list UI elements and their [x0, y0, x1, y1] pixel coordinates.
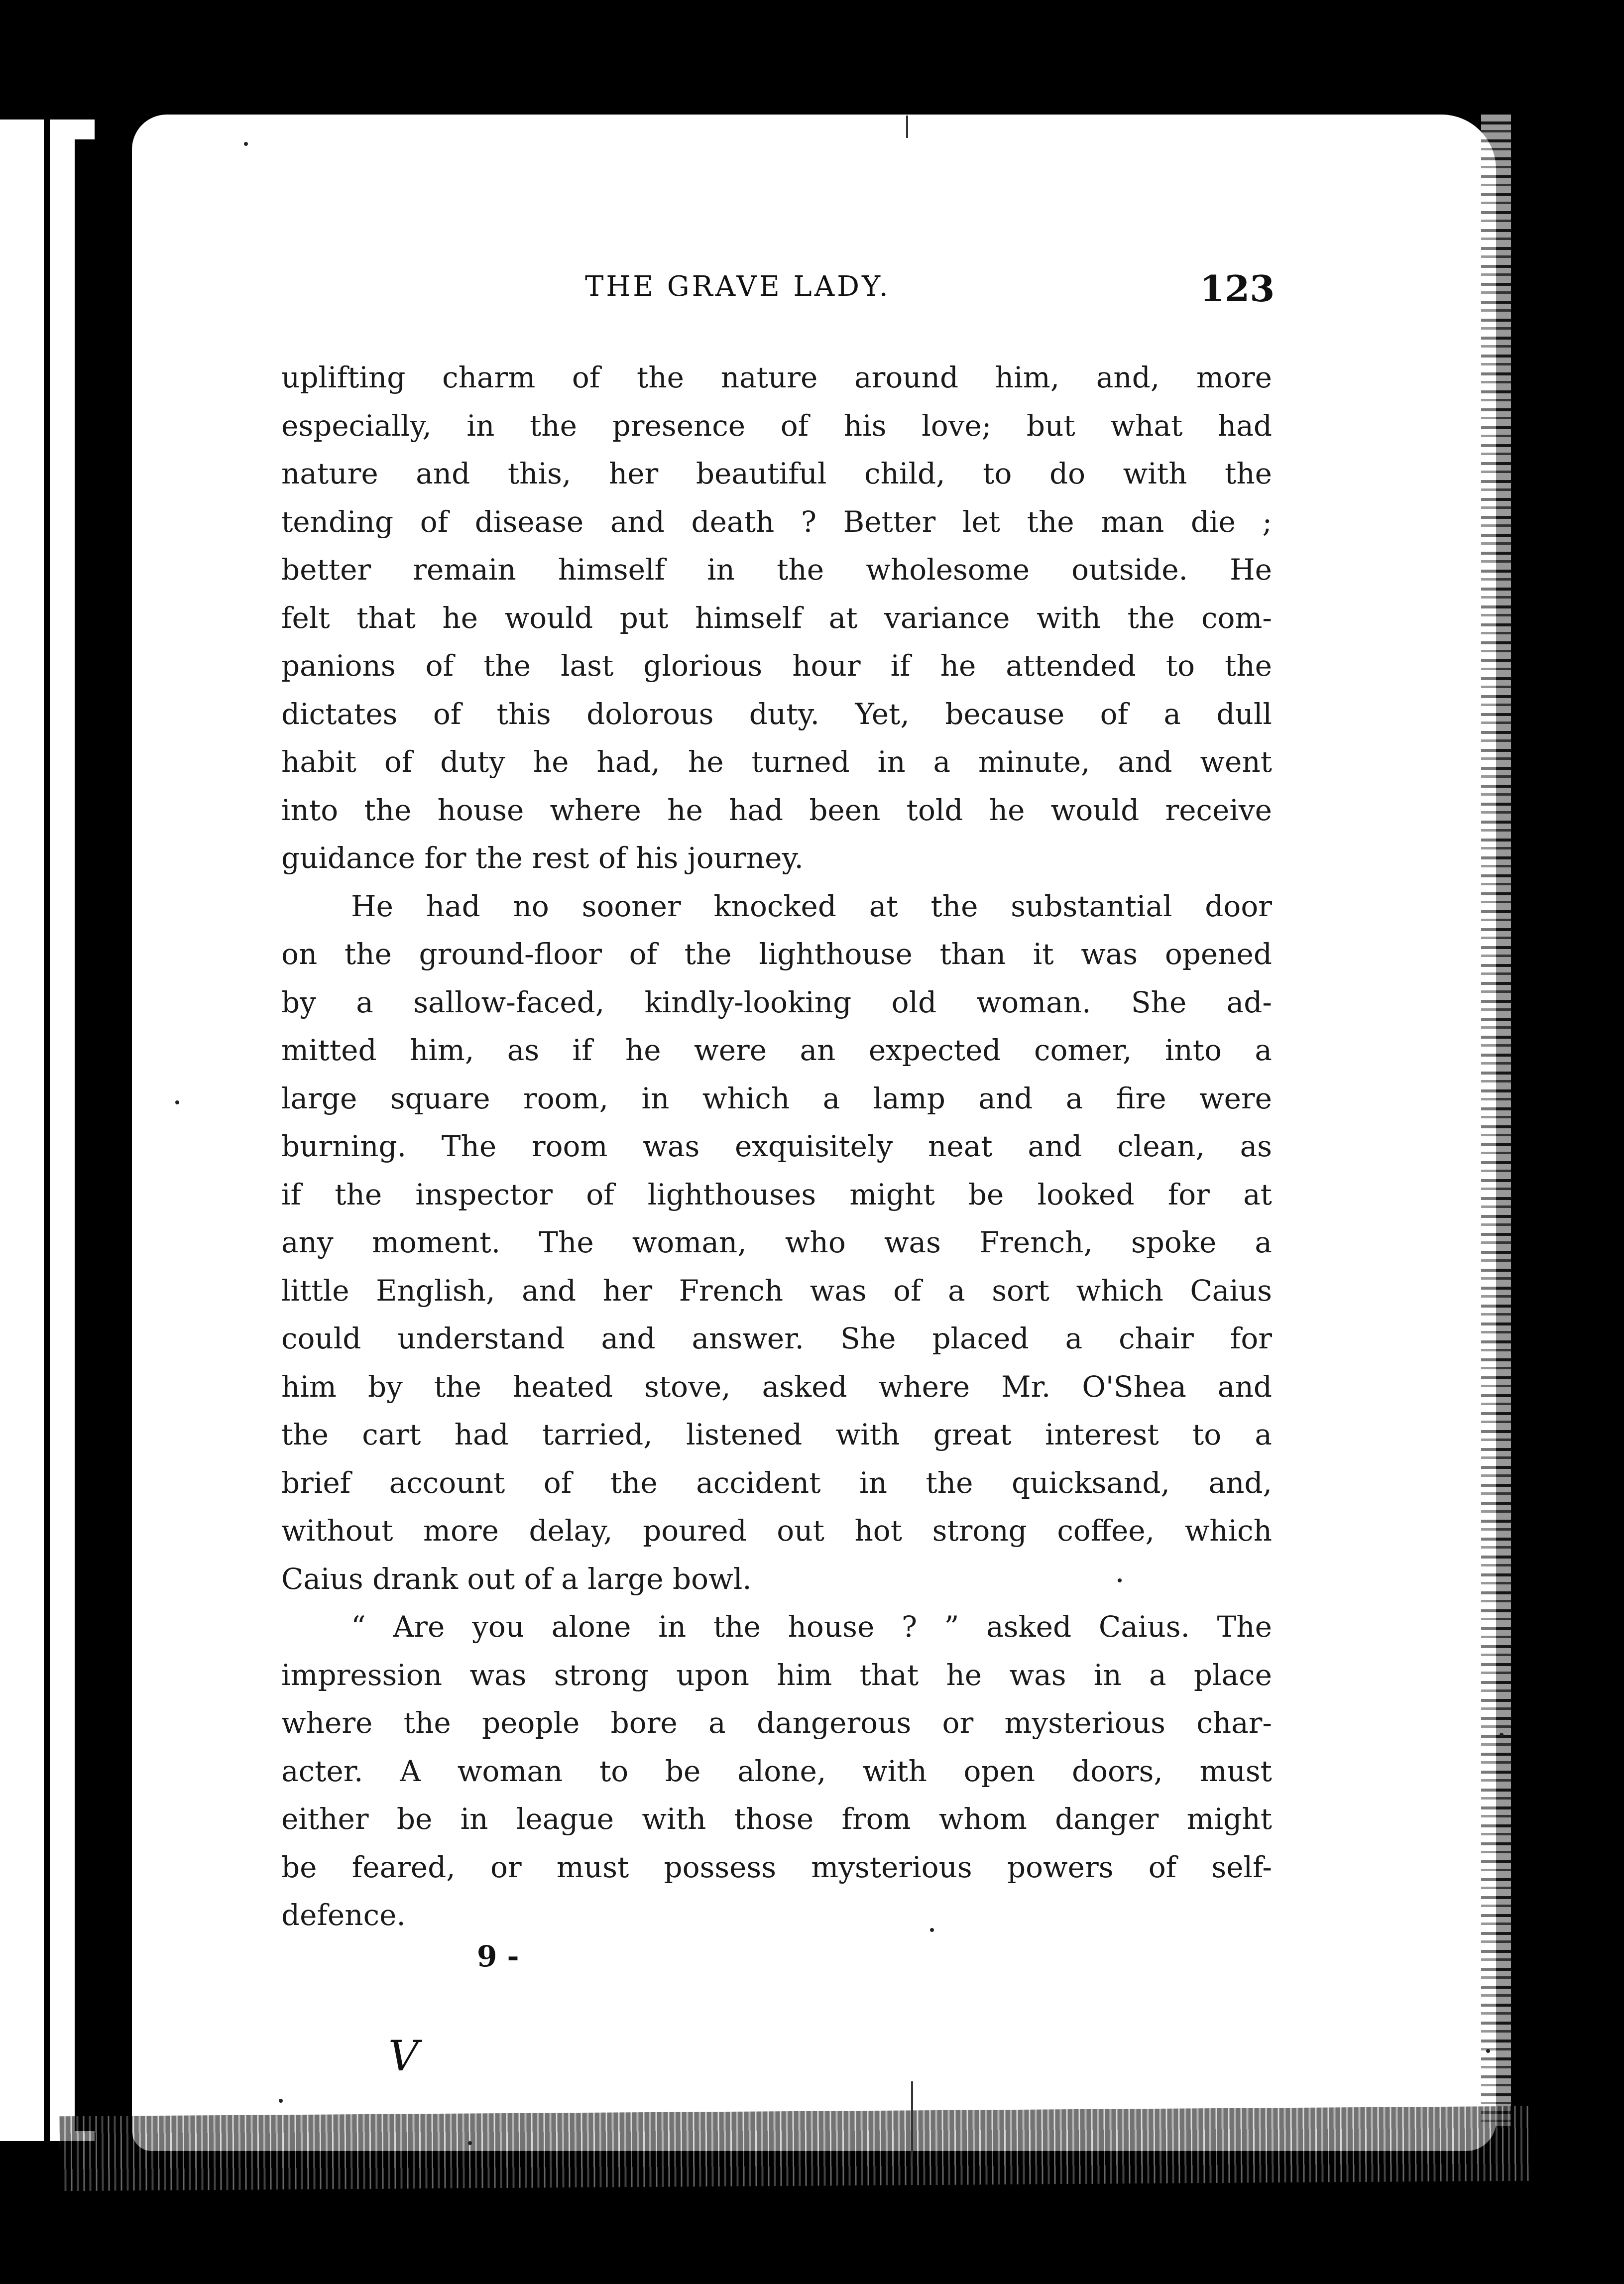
- page-edge-right: [1481, 115, 1511, 2126]
- running-head: THE GRAVE LADY.: [585, 270, 891, 303]
- page-header: [0, 267, 1624, 315]
- text-line: tending of disease and death ? Better let the man die ;: [281, 504, 1272, 539]
- text-line: the cart had tarried, listened with great interest to a: [281, 1418, 1272, 1451]
- text-line: acter. A woman to be alone, with open doors, must: [281, 1754, 1272, 1788]
- text-line: panions of the last glorious hour if he attended to the: [281, 649, 1272, 683]
- text-line: burning. The room was exquisitely neat and clean, as: [281, 1129, 1272, 1163]
- text-line: dictates of this dolorous duty. Yet, because of a dull: [281, 697, 1272, 731]
- text-line: either be in league with those from whom danger might: [281, 1802, 1272, 1836]
- text-line: be feared, or must possess mysterious powers of self-: [281, 1850, 1272, 1884]
- page-number: 123: [1200, 267, 1275, 310]
- speck: [279, 2099, 283, 2103]
- body-text: [281, 354, 1272, 1939]
- text-line: if the inspector of lighthouses might be looked for at: [281, 1177, 1272, 1211]
- scan-artifact-line: [911, 2081, 913, 2156]
- scan-artifact-line: [906, 116, 908, 138]
- text-line: felt that he would put himself at variance with the com-: [281, 601, 1272, 635]
- text-line: Caius drank out of a large bowl.: [281, 1562, 752, 1596]
- text-line: into the house where he had been told he would receive: [281, 793, 1272, 827]
- text-line: He had no sooner knocked at the substantial door: [351, 889, 1272, 923]
- text-line: without more delay, poured out hot strong coffee, which: [281, 1514, 1272, 1548]
- text-line: where the people bore a dangerous or mysterious char-: [281, 1706, 1272, 1740]
- speck: [1118, 1578, 1122, 1582]
- binding-shadow: [44, 120, 50, 2141]
- binding-shadow-inner: [75, 139, 95, 2131]
- text-line: him by the heated stove, asked where Mr. O'Shea and: [281, 1369, 1272, 1404]
- text-line: uplifting charm of the nature around him, and, more: [281, 361, 1272, 394]
- text-line: could understand and answer. She placed a chair for: [281, 1322, 1272, 1355]
- text-line: large square room, in which a lamp and a fire were: [281, 1081, 1272, 1115]
- text-line: defence.: [281, 1898, 406, 1932]
- text-line: brief account of the accident in the quicksand, and,: [281, 1465, 1272, 1500]
- text-line: especially, in the presence of his love; but what had: [281, 408, 1272, 443]
- pencil-check-mark: V: [388, 2032, 419, 2080]
- signature-mark: 9 -: [477, 1939, 519, 1973]
- speck: [175, 1100, 179, 1104]
- speck: [1500, 1733, 1504, 1737]
- text-line: “ Are you alone in the house ? ” asked Caius. The: [351, 1610, 1272, 1644]
- text-line: by a sallow-faced, kindly-looking old woman. She ad-: [281, 985, 1272, 1019]
- text-line: impression was strong upon him that he was in a place: [281, 1658, 1272, 1692]
- speck: [468, 2141, 472, 2145]
- text-line: guidance for the rest of his journey.: [281, 841, 804, 875]
- page-edge-bottom: [60, 2106, 1529, 2191]
- text-line: habit of duty he had, he turned in a minute, and went: [281, 745, 1272, 779]
- text-line: nature and this, her beautiful child, to do with the: [281, 457, 1272, 490]
- text-line: little English, and her French was of a sort which Caius: [281, 1273, 1272, 1308]
- binding-edge: [0, 120, 95, 2141]
- text-line: on the ground-floor of the lighthouse than it was opened: [281, 937, 1272, 971]
- text-line: any moment. The woman, who was French, spoke a: [281, 1225, 1272, 1259]
- text-line: mitted him, as if he were an expected comer, into a: [281, 1033, 1272, 1067]
- text-line: better remain himself in the wholesome outside. He: [281, 553, 1272, 587]
- speck: [244, 142, 248, 146]
- speck: [930, 1928, 934, 1932]
- speck: [1486, 2049, 1490, 2053]
